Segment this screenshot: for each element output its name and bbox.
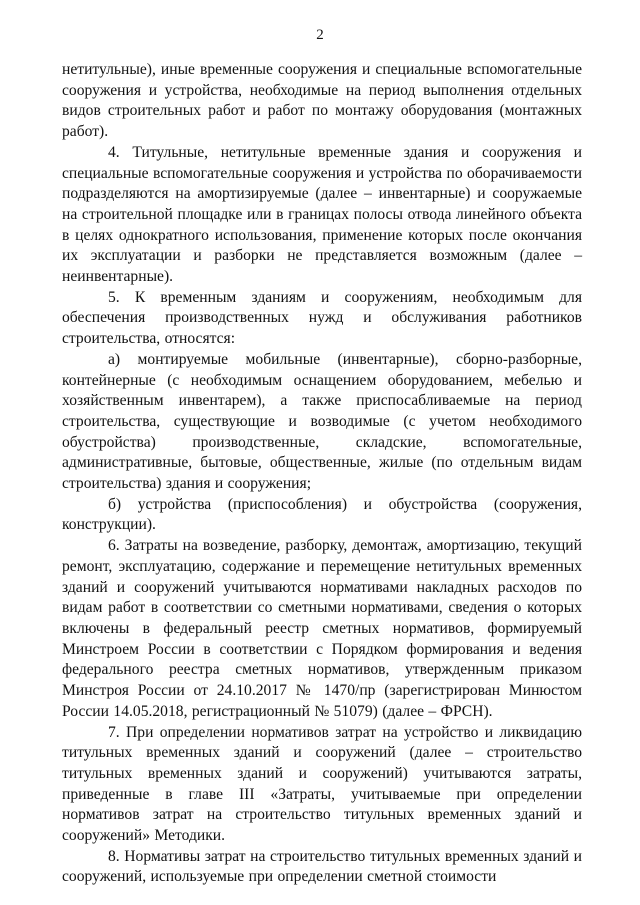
page-number: 2 <box>316 27 324 43</box>
document-body <box>62 60 582 888</box>
paragraph-8: 8. Нормативы затрат на строительство титульных временных зданий и сооружений, используемые при определении сметной стоимости <box>62 847 582 886</box>
paragraph-5-item-a: а) монтируемые мобильные (инвентарные), сборно-разборные, контейнерные (с необходимым оснащением оборудованием, мебелью и хозяйственным инвентарем), а также приспосабливаемые на период строительства, существующие и возводимые (с учетом необходимого обустройства) производственные, складские, вспомогательные, административные, бытовые, общественные, жилые (по отдельным видам строительства) здания и сооружения; <box>62 350 582 493</box>
paragraph-6: 6. Затраты на возведение, разборку, демонтаж, амортизацию, текущий ремонт, эксплуатацию, содержание и перемещение нетитульных временных зданий и сооружений учитываются нормативами накладных расходов по видам работ в соответствии со сметными нормативами, сведения о которых включены в федеральный реестр сметных нормативов, формируемый Минстроем России в соответствии с Порядком формирования и ведения федерального реестра сметных нормативов, утвержденным приказом Минстроя России от 24.10.2017 № 1470/пр (зарегистрирован Минюстом России 14.05.2018, регистрационный № 51079) (далее – ФРСН). <box>62 537 582 720</box>
paragraph-5-item-b: б) устройства (приспособления) и обустройства (сооружения, конструкции). <box>62 495 582 534</box>
paragraph-7: 7. При определении нормативов затрат на устройство и ликвидацию титульных временных зданий и сооружений (далее – строительство титульных временных зданий и сооружений) учитываются затраты, приведенные в главе III «Затраты, учитываемые при определении нормативов затрат на строительство титульных временных зданий и сооружений» Методики. <box>62 723 582 845</box>
paragraph-5: 5. К временным зданиям и сооружениям, необходимым для обеспечения производственных нужд и обслуживания работников строительства, относятся: <box>62 288 582 348</box>
paragraph-4: 4. Титульные, нетитульные временные здания и сооружения и специальные вспомогательные сооружения и устройства по оборачиваемости подразделяются на амортизируемые (далее – инвентарные) и сооружаемые на строительной площадке или в границах полосы отвода линейного объекта в целях однократного использования, применение которых после окончания их эксплуатации и разборки не представляется возможным (далее – неинвентарные). <box>62 143 582 286</box>
paragraph-3-continuation: нетитульные), иные временные сооружения и специальные вспомогательные сооружения и устройства, необходимые на период выполнения отдельных видов строительных работ и работ по монтажу оборудования (монтажных работ). <box>62 61 582 141</box>
